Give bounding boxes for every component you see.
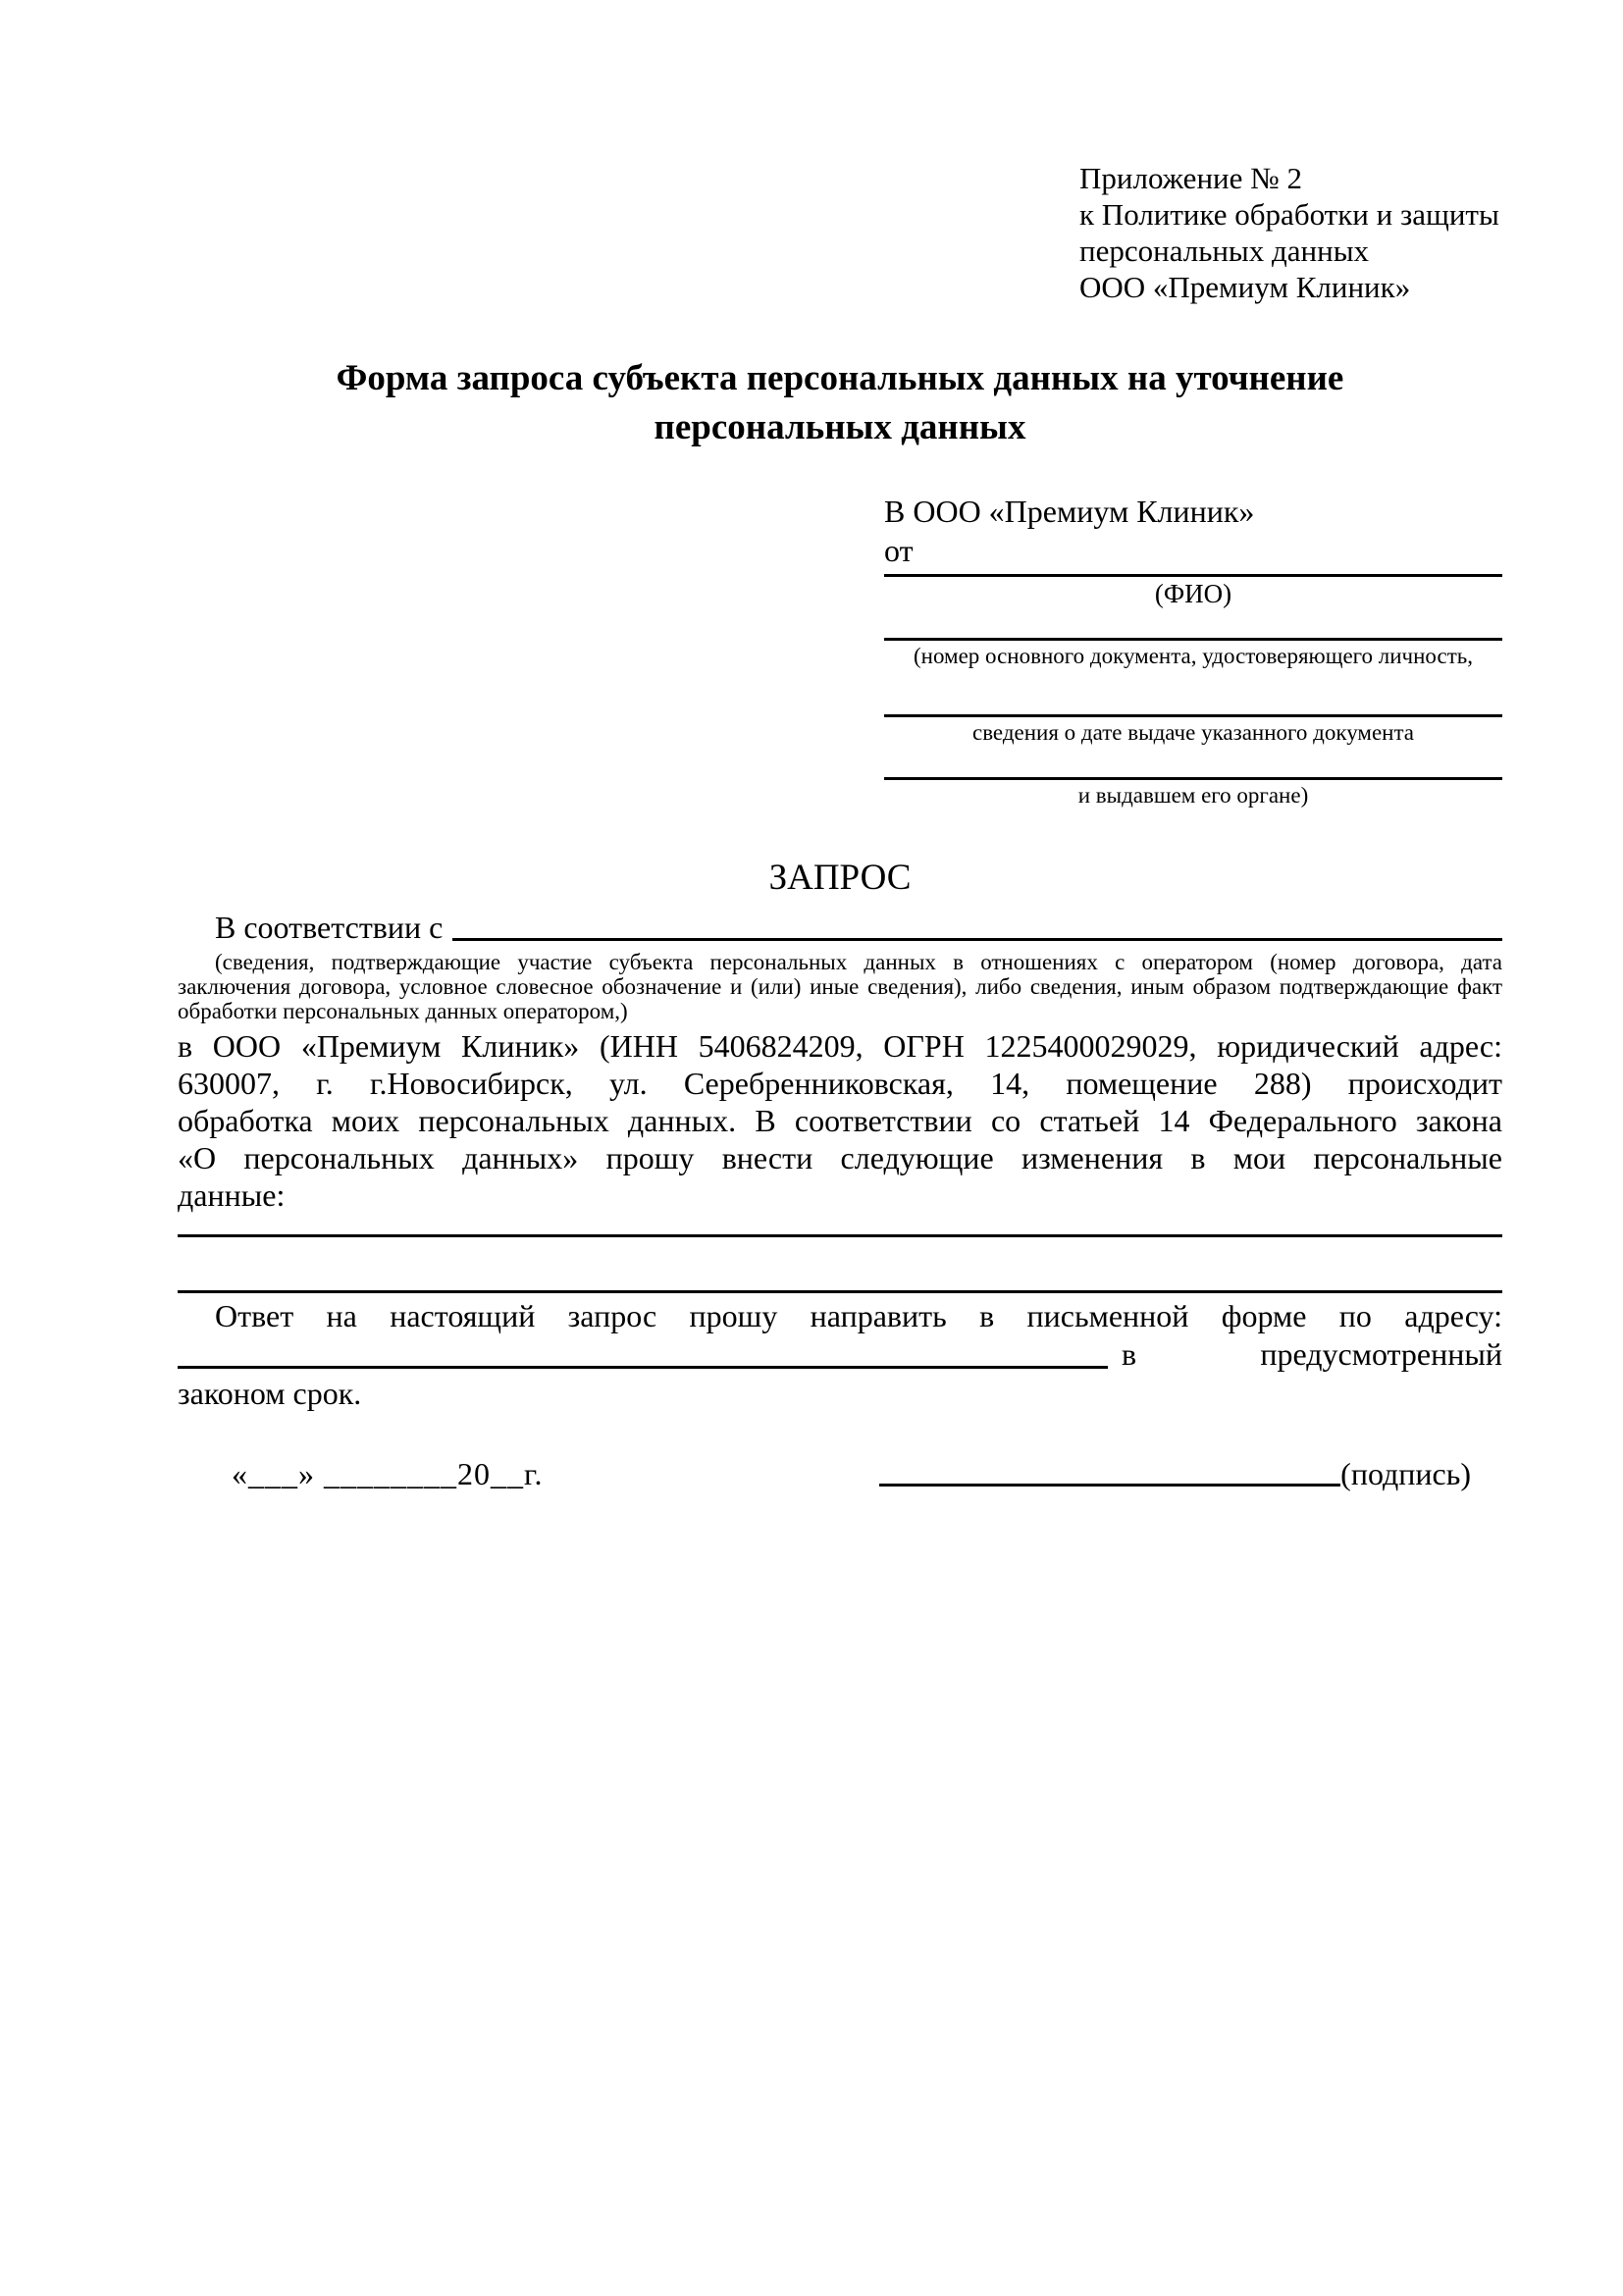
basis-row xyxy=(178,909,1502,946)
body-paragraph-line: «О персональных данных» прошу внести следующие изменения в мои персональные xyxy=(178,1140,1502,1175)
answer-paragraph-line3: законом срок. xyxy=(178,1376,362,1411)
basis-note xyxy=(178,950,1502,1023)
appendix-line: Приложение № 2 xyxy=(1079,161,1302,195)
body-paragraph xyxy=(178,1027,1502,1214)
appendix-line: к Политике обработки и защиты xyxy=(1079,197,1499,232)
issuing-authority-caption: и выдавшем его органе) xyxy=(1077,783,1309,808)
addressee-block xyxy=(884,492,1502,809)
answer-paragraph-line1: Ответ на настоящий запрос прошу направить в письменной форме по адресу: xyxy=(215,1298,1502,1333)
date-signature-row xyxy=(178,1454,1502,1493)
body-paragraph-line: данные: xyxy=(178,1177,286,1213)
basis-blank-line xyxy=(452,909,1502,941)
fio-caption: (ФИО) xyxy=(1154,579,1232,608)
basis-note-line: обработки персональных данных оператором,) xyxy=(178,999,628,1023)
signature-caption: (подпись) xyxy=(1340,1456,1471,1491)
document-title: Форма запроса субъекта персональных данных на уточнение персональных данных xyxy=(336,358,1344,447)
basis-label: В соответствии с xyxy=(215,910,444,945)
basis-note-line: (сведения, подтверждающие участие субъекта персональных данных в отношениях с оператором (номер договора, дата xyxy=(215,950,1502,974)
body-paragraph-line: 630007, г. г.Новосибирск, ул. Серебренниковская, 14, помещение 288) происходит xyxy=(178,1066,1502,1101)
answer-tail-start: в xyxy=(1122,1336,1137,1372)
body-paragraph-line: обработка моих персональных данных. В соответствии со статьей 14 Федерального закона xyxy=(178,1103,1502,1138)
date-blank: «___» ________20__г. xyxy=(232,1456,544,1491)
request-heading: ЗАПРОС xyxy=(768,858,912,898)
address-blank-line xyxy=(178,1334,1108,1369)
answer-tail-end: предусмотренный xyxy=(1260,1336,1502,1372)
signature-blank-line xyxy=(879,1454,1340,1487)
changes-blank-line-1 xyxy=(178,1214,1502,1237)
signature-group xyxy=(879,1454,1471,1493)
answer-address-row xyxy=(178,1334,1502,1374)
addressee-from-label: от xyxy=(884,533,914,568)
addressee-to: В ООО «Премиум Клиник» xyxy=(884,494,1255,529)
appendix-line: ООО «Премиум Клиник» xyxy=(1079,270,1411,304)
basis-note-line: заключения договора, условное словесное обозначение и (или) иные сведения), либо сведения, иным образом подтверждающие факт xyxy=(178,974,1502,999)
document-number-caption: (номер основного документа, удостоверяющего личность, xyxy=(913,644,1473,668)
changes-blank-line-2 xyxy=(178,1237,1502,1293)
appendix-header xyxy=(1079,160,1502,305)
body-paragraph-line: в ООО «Премиум Клиник» (ИНН 5406824209, ОГРН 1225400029029, юридический адрес: xyxy=(178,1028,1502,1064)
issue-date-caption: сведения о дате выдаче указанного документа xyxy=(971,720,1415,745)
appendix-line: персональных данных xyxy=(1079,234,1370,268)
